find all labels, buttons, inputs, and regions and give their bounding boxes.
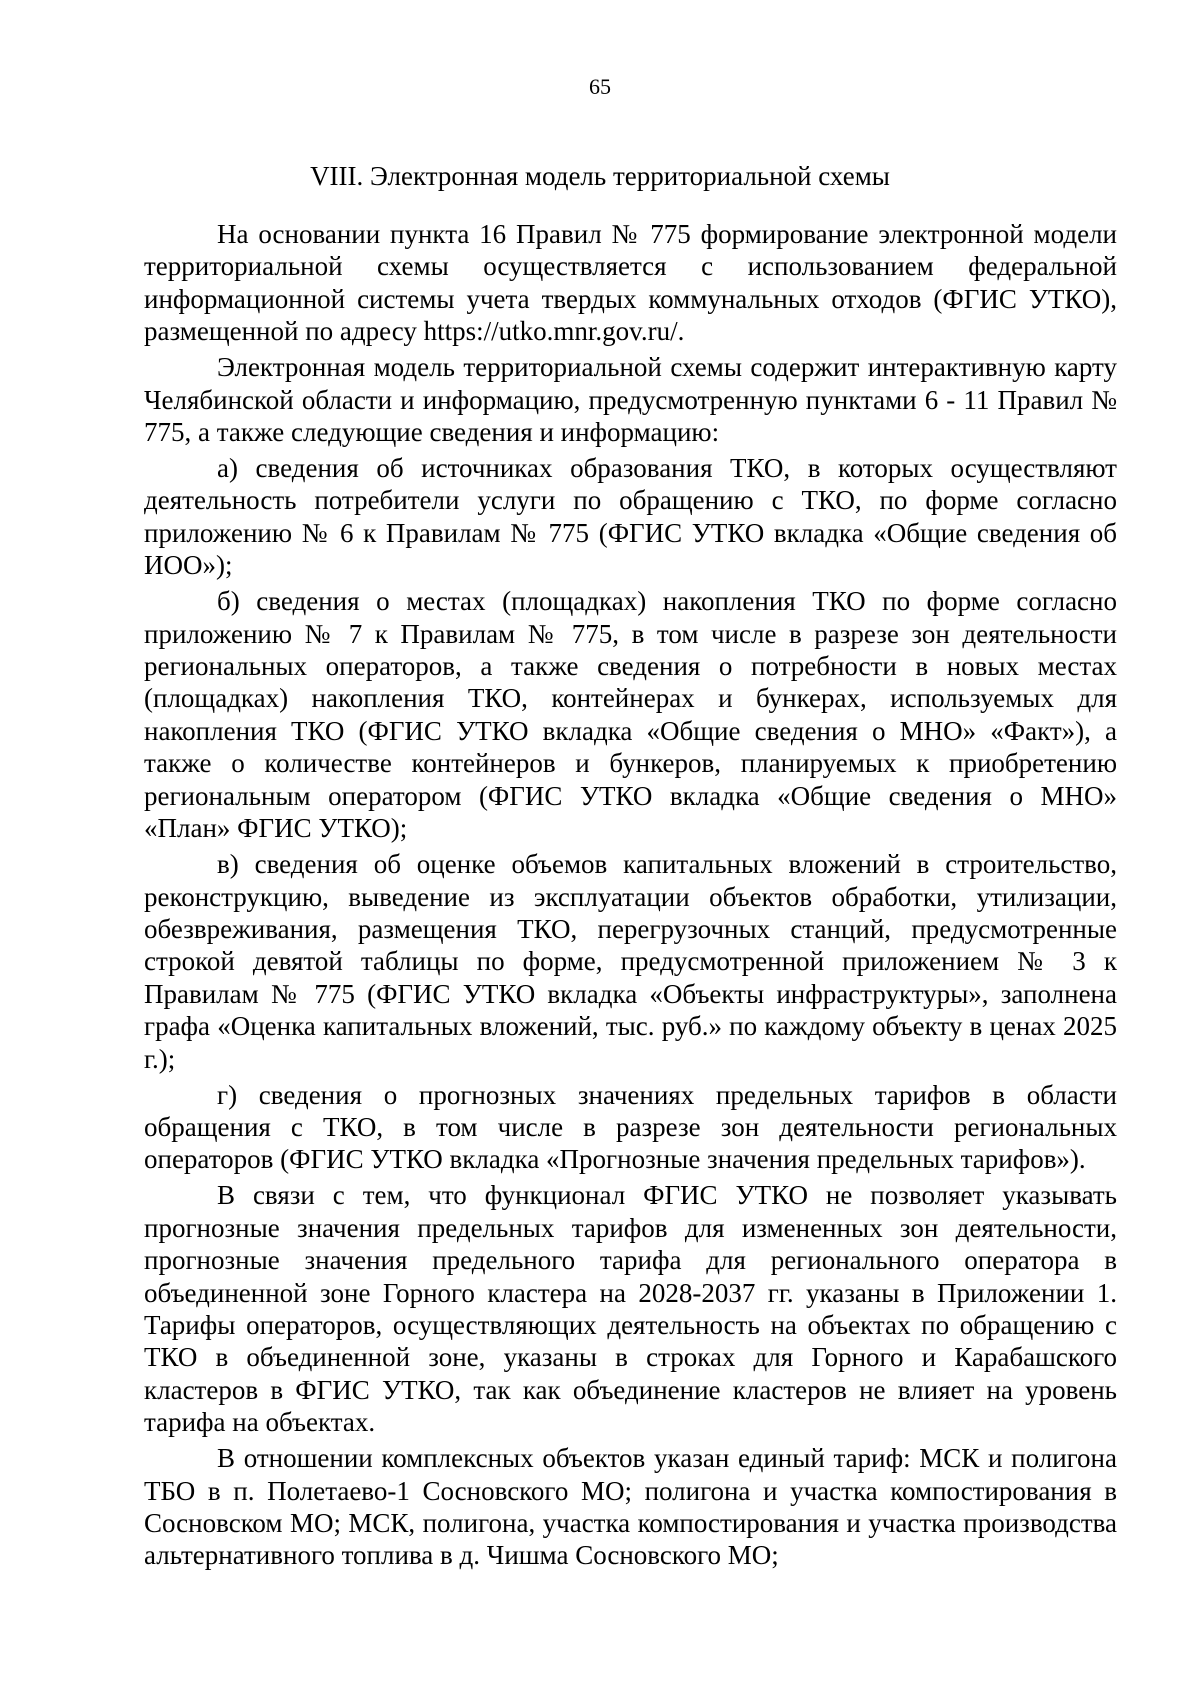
paragraph-tariff-note: В связи с тем, что функционал ФГИС УТКО не позволяет указывать прогнозные значения предельных тарифов для измененных зон деятельности, прогнозные значения предельного тарифа для регионального оператора в объединенной зоне Горного кластера на 2028-2037 гг. указаны в Приложении 1. Тарифы операторов, осуществляющих деятельность на объектах по обращению с ТКО в объединенной зоне, указаны в строках для Горного и Карабашского кластеров в ФГИС УТКО, так как объединение кластеров не влияет на уровень тарифа на объектах. [144, 1180, 1117, 1438]
paragraph-item-a: а) сведения об источниках образования ТКО, в которых осуществляют деятельность потребители услуги по обращению с ТКО, по форме согласно приложению № 6 к Правилам № 775 (ФГИС УТКО вкладка «Общие сведения об ИОО»); [144, 453, 1117, 581]
paragraph-item-v: в) сведения об оценке объемов капитальных вложений в строительство, реконструкцию, выведение из эксплуатации объектов обработки, утилизации, обезвреживания, размещения ТКО, перегрузочных станций, предусмотренные строкой девятой таблицы по форме, предусмотренной приложением № 3 к Правилам № 775 (ФГИС УТКО вкладка «Объекты инфраструктуры», заполнена графа «Оценка капитальных вложений, тыс. руб.» по каждому объекту в ценах 2025 г.); [144, 849, 1117, 1074]
paragraph-legal-basis: На основании пункта 16 Правил № 775 формирование электронной модели территориальной схемы осуществляется с использованием федеральной информационной системы учета твердых коммунальных отходов (ФГИС УТКО), размещенной по адресу https://utko.mnr.gov.ru/. [144, 219, 1117, 347]
paragraph-complex-objects: В отношении комплексных объектов указан единый тариф: МСК и полигона ТБО в п. Полетаево-1 Сосновского МО; полигона и участка компостирования в Сосновском МО; МСК, полигона, участка компостирования и участка производства альтернативного топлива в д. Чишма Сосновского МО; [144, 1443, 1117, 1571]
paragraph-item-g: г) сведения о прогнозных значениях предельных тарифов в области обращения с ТКО, в том числе в разрезе зон деятельности региональных операторов (ФГИС УТКО вкладка «Прогнозные значения предельных тарифов»). [144, 1079, 1117, 1175]
body-text [144, 218, 1117, 1572]
section-title: VIII. Электронная модель территориальной схемы [310, 161, 890, 191]
paragraph-item-b: б) сведения о местах (площадках) накопления ТКО по форме согласно приложению № 7 к Правилам № 775, в том числе в разрезе зон деятельности региональных операторов, а также сведения о потребности в новых местах (площадках) накопления ТКО, контейнерах и бункерах, используемых для накопления ТКО (ФГИС УТКО вкладка «Общие сведения о МНО» «Факт»), а также о количестве контейнеров и бункеров, планируемых к приобретению региональным оператором (ФГИС УТКО вкладка «Общие сведения о МНО» «План» ФГИС УТКО); [144, 586, 1117, 844]
page-number: 65 [589, 74, 611, 99]
paragraph-model-contents: Электронная модель территориальной схемы содержит интерактивную карту Челябинской области и информацию, предусмотренную пунктами 6 - 11 Правил № 775, а также следующие сведения и информацию: [144, 352, 1117, 448]
